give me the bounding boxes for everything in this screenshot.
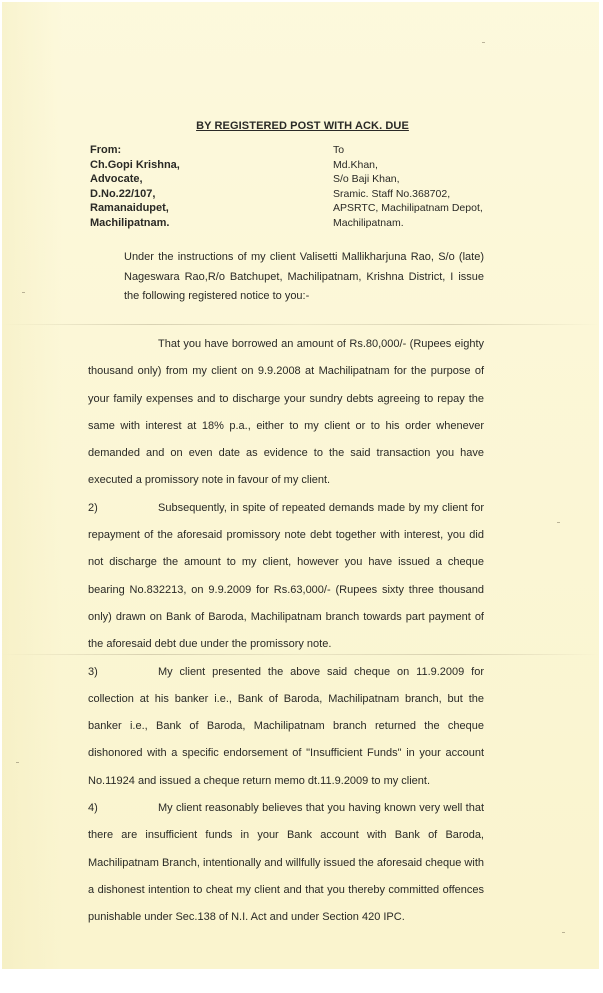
intro-paragraph: Under the instructions of my client Valisetti Mallikharjuna Rao, S/o (late) Nageswara Rao,R/o Batchupet, Machilipatnam, Krishna District, I issue the following registered notice to you:- — [124, 251, 484, 302]
recipient-line: APSRTC, Machilipatnam Depot, — [333, 202, 483, 214]
recipient-line: S/o Baji Khan, — [333, 173, 400, 185]
recipient-line: Sramic. Staff No.368702, — [333, 187, 451, 200]
paper-speck — [562, 932, 565, 933]
sender-line: Ramanaidupet, — [90, 202, 169, 214]
paragraph-number: 2) — [88, 501, 98, 514]
notice-heading-text: BY REGISTERED POST WITH ACK. DUE — [196, 120, 409, 132]
recipient-line: Md.Khan, — [333, 158, 378, 171]
notice-body — [88, 331, 484, 932]
paragraph-3 — [88, 659, 484, 795]
sender-line: Machilipatnam. — [90, 216, 170, 229]
recipient-line: Machilipatnam. — [333, 216, 404, 229]
paragraph-text: My client presented the above said cheque on 11.9.2009 for collection at his banker i.e., Bank of Baroda, Machilipatnam branch, but the banker i.e., Bank of Baroda, Machilipatnam branch returned the cheque dishonored with a specific endorsement of "Insufficient Funds" in your account No.11924 and issued a cheque return memo dt.11.9.2009 to my client. — [88, 665, 484, 787]
sender-line: D.No.22/107, — [90, 187, 156, 200]
paragraph-2 — [88, 495, 484, 659]
recipient-line: To — [333, 144, 345, 156]
sender-line: Advocate, — [90, 173, 143, 185]
paragraph-number: 3) — [88, 665, 98, 678]
paper-speck — [22, 292, 25, 293]
sender-line: From: — [90, 144, 122, 156]
document-page — [2, 2, 599, 969]
paragraph-4 — [88, 795, 484, 931]
paragraph-text: Subsequently, in spite of repeated demands made by my client for repayment of the aforesaid promissory note debt together with interest, you did not discharge the amount to my client, however you have issued a cheque bearing No.832213, on 9.9.2009 for Rs.63,000/- (Rupees sixty three thousand only) drawn on Bank of Baroda, Machilipatnam branch towards part payment of the aforesaid debt due under the promissory note. — [88, 501, 484, 651]
sender-line: Ch.Gopi Krishna, — [90, 158, 180, 171]
paragraph-text: My client reasonably believes that you having known very well that there are insufficient funds in your Bank account with Bank of Baroda, Machilipatnam Branch, intentionally and willfully issued the aforesaid cheque with a dishonest intention to cheat my client and that you thereby committed offences punishable under Sec.138 of N.I. Act and under Section 420 IPC. — [88, 802, 484, 924]
paragraph-text: That you have borrowed an amount of Rs.80,000/- (Rupees eighty thousand only) from my client on 9.9.2008 at Machilipatnam for the purpose of your family expenses and to discharge your sundry debts agreeing to repay the same with interest at 18% p.a., either to my client or to his order whenever demanded and on even date as evidence to the said transaction you have executed a promissory note in favour of my client. — [88, 338, 484, 487]
paragraph-1 — [88, 331, 484, 495]
notice-heading — [2, 116, 599, 134]
paper-speck — [16, 762, 19, 763]
paper-fold-line — [2, 324, 599, 325]
sender-address — [90, 143, 180, 230]
recipient-address — [333, 143, 483, 230]
paragraph-number: 4) — [88, 802, 98, 815]
paper-speck — [482, 42, 485, 43]
paper-speck — [557, 522, 560, 523]
